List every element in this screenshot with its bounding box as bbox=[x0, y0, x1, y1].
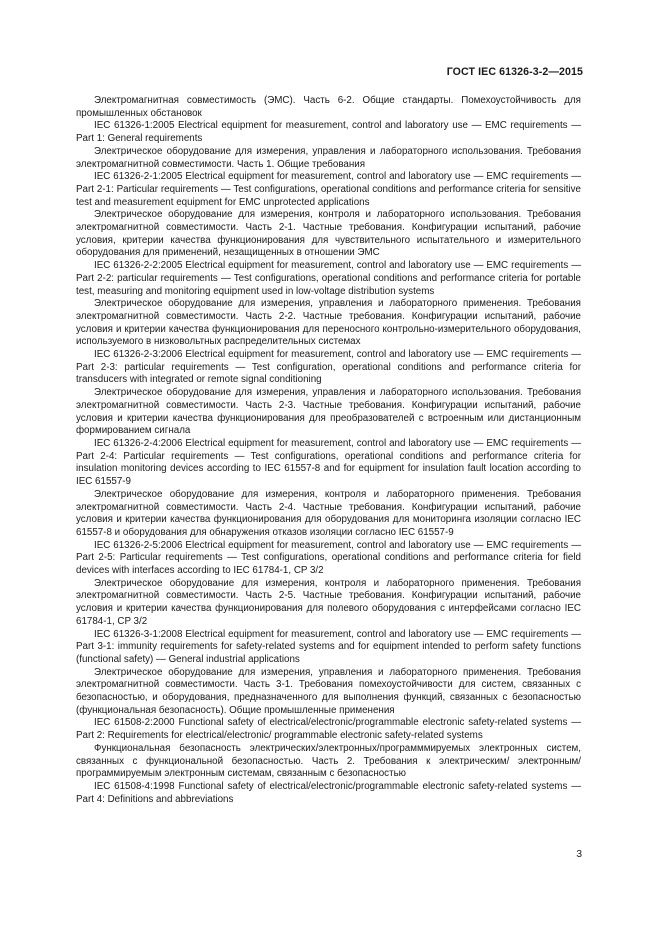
body-paragraph: IEC 61508-4:1998 Functional safety of electrical/electronic/programmable electronic safety-related systems — Part 4: Definitions and abbreviations bbox=[76, 780, 581, 805]
body-paragraph: Функциональная безопасность электрических/электронных/программмируемых электронных систем, связанных с функциональной безопасностью. Часть 2. Требования к электрическим/ электронным/программируемым электронным системам, связанным с безопасностью bbox=[76, 742, 581, 780]
body-paragraph: Электрическое оборудование для измерения, управления и лабораторного использования. Требования электромагнитной совместимости. Часть 2-3. Частные требования. Конфигурации испытаний, рабочие условия и критерии качества функционирования для преобразователей с встроенным или дистанционным формированием сигнала bbox=[76, 387, 581, 437]
body-paragraph: Электрическое оборудование для измерения, контроля и лабораторного применения. Требования электромагнитной совместимости. Часть 2-5. Частные требования. Конфигурации испытаний, рабочие условия и критерии качества функционирования для полевого оборудования с интерфейсами согласно IEC 61784-1, CP 3/2 bbox=[76, 577, 581, 627]
document-header: ГОСТ IEC 61326-3-2—2015 bbox=[446, 66, 583, 78]
body-paragraph: IEC 61326-2-3:2006 Electrical equipment for measurement, control and laboratory use — EMC requirements — Part 2-3: particular requirements — Test configuration, operational conditions and performance criteria for transducers with integrated or remote signal conditioning bbox=[76, 349, 581, 386]
body-paragraph: IEC 61326-3-1:2008 Electrical equipment for measurement, control and laboratory use — EMC requirements — Part 3-1: immunity requirements for safety-related systems and for equipment intended to perform safety functions (functional safety) — General industrial applications bbox=[76, 628, 581, 665]
body-paragraph: Электрическое оборудование для измерения, управления и лабораторного применения. Требования электромагнитной совместимости. Часть 3-1. Требования помехоустойчивости для систем, связанных с безопасностью, и оборудования, предназначенного для выполнения функций, связанных с безопасностью (функциональная безопасность). Общие промышленные применения bbox=[76, 666, 581, 716]
body-paragraph: IEC 61508-2:2000 Functional safety of electrical/electronic/programmable electronic safety-related systems — Part 2: Requirements for electrical/electronic/ programmable electronic safety-related systems bbox=[76, 717, 581, 742]
body-paragraph: Электрическое оборудование для измерения, контроля и лабораторного использования. Требования электромагнитной совместимости. Часть 2-1. Частные требования. Конфигурации испытаний, рабочие условия, критерии качества функционирования для чувствительного испытательного и измерительного оборудования для применений, незащищенных в отношении ЭМС bbox=[76, 209, 581, 259]
body-paragraph: Электромагнитная совместимость (ЭМС). Часть 6-2. Общие стандарты. Помехоустойчивость для промышленных обстановок bbox=[76, 95, 581, 119]
body-paragraph: Электрическое оборудование для измерения, управления и лабораторного применения. Требования электромагнитной совместимости. Часть 2-2. Частные требования. Конфигурации испытаний, рабочие условия и критерии качества функционирования для переносного контрольно-измерительного оборудования, используемого в низковольтных распределительных системах bbox=[76, 298, 581, 348]
body-paragraph: IEC 61326-1:2005 Electrical equipment for measurement, control and laboratory use — EMC requirements — Part 1: General requirements bbox=[76, 120, 581, 145]
body-paragraph: IEC 61326-2-4:2006 Electrical equipment for measurement, control and laboratory use — EMC requirements — Part 2-4: Particular requirements — Test configurations, operational conditions and performance criteria for insulation monitoring devices according to IEC 61557-8 and for equipment for insulation fault location according to IEC 61557-9 bbox=[76, 437, 581, 488]
body-paragraph: IEC 61326-2-1:2005 Electrical equipment for measurement, control and laboratory use — EMC requirements — Part 2-1: Particular requirements — Test configurations, operational conditions and performance criteria for sensitive test and measurement equipment for EMC unprotected applications bbox=[76, 171, 581, 208]
body-paragraph: Электрическое оборудование для измерения, управления и лабораторного использования. Требования электромагнитной совместимости. Часть 1. Общие требования bbox=[76, 145, 581, 170]
body-paragraph: IEC 61326-2-5:2006 Electrical equipment for measurement, control and laboratory use — EMC requirements — Part 2-5: Particular requirements — Test configurations, operational conditions and performance criteria for field devices with interfaces according to IEC 61784-1, CP 3/2 bbox=[76, 539, 581, 577]
body-paragraph: IEC 61326-2-2:2005 Electrical equipment for measurement, control and laboratory use — EMC requirements — Part 2-2: particular requirements — Test configurations, operational conditions and performance criteria for portable test, measuring and monitoring equipment used in low-voltage distribution systems bbox=[76, 260, 581, 297]
page-number: 3 bbox=[576, 849, 582, 860]
document-body bbox=[76, 95, 581, 806]
body-paragraph: Электрическое оборудование для измерения, контроля и лабораторного применения. Требования электромагнитной совместимости. Часть 2-4. Частные требования. Конфигурации испытаний, рабочие условия и критерии качества функционирования для оборудования для мониторинга изоляции согласно IEC 61557-8 и оборудования для обнаружения отказов изоляции согласно IEC 61557-9 bbox=[76, 488, 581, 538]
